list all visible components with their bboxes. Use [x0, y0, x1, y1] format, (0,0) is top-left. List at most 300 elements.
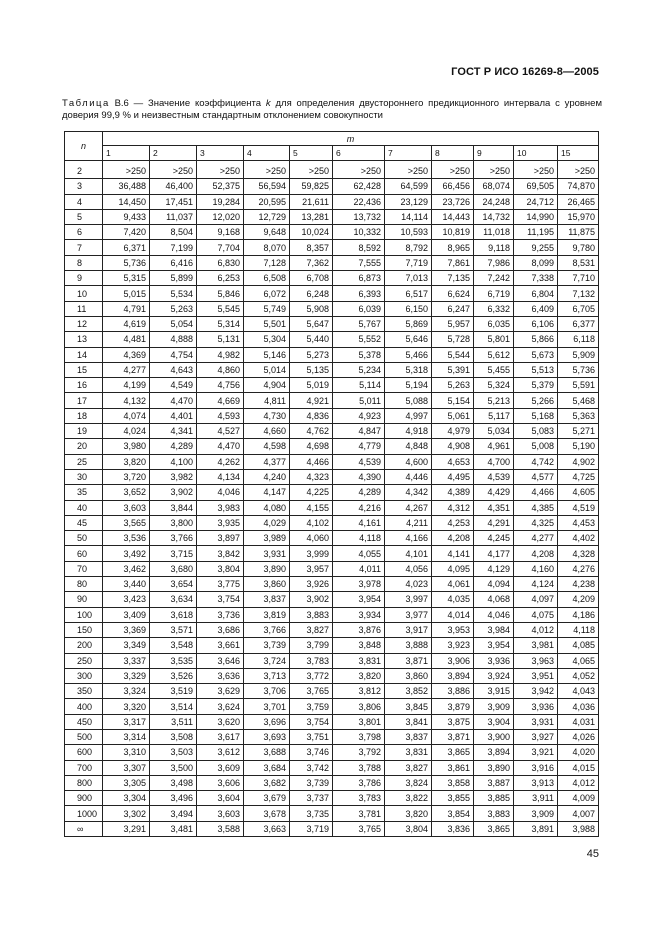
- n-value-cell: 700: [65, 760, 103, 775]
- k-value-cell: 3,494: [150, 806, 197, 821]
- k-value-cell: 3,983: [197, 500, 244, 515]
- k-value-cell: 3,876: [333, 622, 385, 637]
- k-value-cell: 3,788: [333, 760, 385, 775]
- k-value-cell: 3,500: [150, 760, 197, 775]
- k-value-cell: 4,921: [290, 393, 333, 408]
- k-value-cell: 4,029: [244, 515, 290, 530]
- k-value-cell: 4,725: [558, 469, 599, 484]
- k-value-cell: 6,150: [385, 301, 432, 316]
- k-value-cell: 3,754: [290, 714, 333, 729]
- table-row: [65, 607, 599, 622]
- k-value-cell: >250: [385, 161, 432, 179]
- k-value-cell: 5,544: [432, 347, 474, 362]
- k-value-cell: 10,332: [333, 225, 385, 240]
- n-value-cell: 70: [65, 561, 103, 576]
- k-value-cell: 3,302: [103, 806, 150, 821]
- n-value-cell: 35: [65, 485, 103, 500]
- n-value-cell: 60: [65, 546, 103, 561]
- k-value-cell: 4,643: [150, 362, 197, 377]
- k-value-cell: 4,267: [385, 500, 432, 515]
- k-value-cell: 3,526: [150, 668, 197, 683]
- k-value-cell: 7,338: [514, 271, 558, 286]
- k-value-cell: 26,465: [558, 194, 599, 209]
- k-value-cell: 7,362: [290, 255, 333, 270]
- k-value-cell: 3,701: [244, 699, 290, 714]
- k-value-cell: 3,936: [514, 699, 558, 714]
- k-value-cell: 3,812: [333, 684, 385, 699]
- k-value-cell: 4,961: [474, 439, 514, 454]
- k-value-cell: 4,923: [333, 408, 385, 423]
- k-value-cell: 3,801: [333, 714, 385, 729]
- n-value-cell: 40: [65, 500, 103, 515]
- k-value-cell: 6,072: [244, 286, 290, 301]
- table-row: [65, 653, 599, 668]
- k-value-cell: 4,100: [150, 454, 197, 469]
- k-value-cell: 3,865: [432, 745, 474, 760]
- k-value-cell: 3,900: [474, 729, 514, 744]
- k-value-cell: 4,791: [103, 301, 150, 316]
- table-row: [65, 209, 599, 224]
- k-value-cell: 13,732: [333, 209, 385, 224]
- caption-k-symbol: k: [265, 98, 271, 109]
- k-value-cell: 3,786: [333, 775, 385, 790]
- k-value-cell: 3,931: [244, 546, 290, 561]
- k-value-cell: 3,609: [197, 760, 244, 775]
- k-value-cell: 4,351: [474, 500, 514, 515]
- k-value-cell: 4,132: [103, 393, 150, 408]
- k-value-cell: 3,800: [150, 515, 197, 530]
- k-value-cell: 4,323: [290, 469, 333, 484]
- k-value-cell: 3,620: [197, 714, 244, 729]
- n-value-cell: 400: [65, 699, 103, 714]
- k-value-cell: 4,539: [333, 454, 385, 469]
- k-value-cell: 4,007: [558, 806, 599, 821]
- k-value-cell: 3,977: [385, 607, 432, 622]
- k-value-cell: 22,436: [333, 194, 385, 209]
- k-value-cell: 3,854: [432, 806, 474, 821]
- k-value-cell: 3,337: [103, 653, 150, 668]
- k-value-cell: 36,488: [103, 179, 150, 194]
- k-value-cell: 5,801: [474, 332, 514, 347]
- k-value-cell: >250: [244, 161, 290, 179]
- k-value-cell: 4,312: [432, 500, 474, 515]
- k-value-cell: 4,102: [290, 515, 333, 530]
- k-value-cell: 5,135: [290, 362, 333, 377]
- m-column-header: 10: [514, 146, 558, 161]
- k-value-cell: 3,916: [514, 760, 558, 775]
- m-column-header: 2: [150, 146, 197, 161]
- k-value-cell: 7,132: [558, 286, 599, 301]
- k-value-cell: 3,798: [333, 729, 385, 744]
- k-value-cell: 4,065: [558, 653, 599, 668]
- k-value-cell: 4,177: [474, 546, 514, 561]
- k-value-cell: 4,549: [150, 378, 197, 393]
- table-row: [65, 745, 599, 760]
- k-value-cell: 21,611: [290, 194, 333, 209]
- table-row: [65, 286, 599, 301]
- k-value-cell: 4,118: [558, 622, 599, 637]
- m-column-header: 15: [558, 146, 599, 161]
- k-value-cell: 4,026: [558, 729, 599, 744]
- k-value-cell: 3,879: [432, 699, 474, 714]
- table-row: [65, 668, 599, 683]
- k-value-cell: 5,324: [474, 378, 514, 393]
- k-value-cell: 3,636: [197, 668, 244, 683]
- k-value-cell: 3,503: [150, 745, 197, 760]
- table-row: [65, 515, 599, 530]
- k-value-cell: 3,514: [150, 699, 197, 714]
- k-value-cell: 9,648: [244, 225, 290, 240]
- k-value-cell: 3,981: [514, 638, 558, 653]
- k-value-cell: 19,284: [197, 194, 244, 209]
- k-value-cell: 5,728: [432, 332, 474, 347]
- k-value-cell: 5,909: [558, 347, 599, 362]
- k-value-cell: 4,060: [290, 531, 333, 546]
- k-value-cell: 3,751: [290, 729, 333, 744]
- m-columns-row: [65, 146, 599, 161]
- k-value-cell: 4,061: [432, 577, 474, 592]
- document-header: ГОСТ Р ИСО 16269-8—2005: [451, 66, 599, 78]
- k-value-cell: 14,114: [385, 209, 432, 224]
- k-value-cell: 4,389: [432, 485, 474, 500]
- table-row: [65, 332, 599, 347]
- k-value-cell: 3,652: [103, 485, 150, 500]
- k-value-cell: 3,307: [103, 760, 150, 775]
- table-row: [65, 255, 599, 270]
- table-row: [65, 684, 599, 699]
- k-value-cell: 3,989: [244, 531, 290, 546]
- k-value-cell: 3,481: [150, 821, 197, 836]
- k-value-cell: 4,385: [514, 500, 558, 515]
- k-value-cell: 4,238: [558, 577, 599, 592]
- k-value-cell: 3,988: [558, 821, 599, 836]
- k-value-cell: 3,603: [197, 806, 244, 821]
- k-value-cell: 7,135: [432, 271, 474, 286]
- k-value-cell: 3,822: [385, 791, 432, 806]
- k-value-cell: 4,660: [244, 424, 290, 439]
- n-value-cell: 90: [65, 592, 103, 607]
- k-value-cell: 3,746: [290, 745, 333, 760]
- k-value-cell: 5,647: [290, 316, 333, 331]
- k-value-cell: 14,732: [474, 209, 514, 224]
- k-value-cell: 3,799: [290, 638, 333, 653]
- k-value-cell: 4,593: [197, 408, 244, 423]
- k-value-cell: 4,240: [244, 469, 290, 484]
- k-value-cell: 4,277: [103, 362, 150, 377]
- k-value-cell: 4,698: [290, 439, 333, 454]
- k-value-cell: 5,468: [558, 393, 599, 408]
- k-value-cell: 6,035: [474, 316, 514, 331]
- table-row: [65, 638, 599, 653]
- k-value-cell: 3,612: [197, 745, 244, 760]
- k-value-cell: 5,146: [244, 347, 290, 362]
- k-value-cell: 3,936: [474, 653, 514, 668]
- k-value-cell: 3,706: [244, 684, 290, 699]
- k-value-cell: 10,024: [290, 225, 333, 240]
- k-value-cell: 3,836: [432, 821, 474, 836]
- k-value-cell: 4,147: [244, 485, 290, 500]
- n-value-cell: 20: [65, 439, 103, 454]
- n-value-cell: 16: [65, 378, 103, 393]
- k-value-cell: 14,990: [514, 209, 558, 224]
- k-value-cell: 4,470: [150, 393, 197, 408]
- caption-number: В.6: [114, 98, 129, 109]
- k-value-cell: 3,409: [103, 607, 150, 622]
- k-value-cell: 5,168: [514, 408, 558, 423]
- k-value-cell: 6,377: [558, 316, 599, 331]
- n-value-cell: 7: [65, 240, 103, 255]
- n-value-cell: 14: [65, 347, 103, 362]
- k-value-cell: 9,118: [474, 240, 514, 255]
- k-value-cell: 3,682: [244, 775, 290, 790]
- k-value-cell: 4,860: [197, 362, 244, 377]
- table-row: [65, 699, 599, 714]
- k-value-cell: 4,080: [244, 500, 290, 515]
- k-value-cell: 4,277: [514, 531, 558, 546]
- k-value-cell: 4,402: [558, 531, 599, 546]
- k-value-cell: 12,020: [197, 209, 244, 224]
- k-value-cell: 4,669: [197, 393, 244, 408]
- n-value-cell: 100: [65, 607, 103, 622]
- k-value-cell: 3,310: [103, 745, 150, 760]
- k-value-cell: 56,594: [244, 179, 290, 194]
- k-value-cell: 3,305: [103, 775, 150, 790]
- k-value-cell: 3,883: [290, 607, 333, 622]
- k-value-cell: 3,837: [385, 729, 432, 744]
- m-column-header: 6: [333, 146, 385, 161]
- k-value-cell: 4,276: [558, 561, 599, 576]
- k-value-cell: 4,216: [333, 500, 385, 515]
- k-value-cell: 6,416: [150, 255, 197, 270]
- table-row: [65, 821, 599, 836]
- table-row: [65, 546, 599, 561]
- k-value-cell: 3,739: [244, 638, 290, 653]
- k-value-cell: 4,888: [150, 332, 197, 347]
- k-value-cell: 3,963: [514, 653, 558, 668]
- k-value-cell: 4,134: [197, 469, 244, 484]
- n-value-cell: 800: [65, 775, 103, 790]
- k-value-cell: 3,511: [150, 714, 197, 729]
- k-value-cell: 5,011: [333, 393, 385, 408]
- k-value-cell: 4,902: [558, 454, 599, 469]
- n-value-cell: 150: [65, 622, 103, 637]
- table-row: [65, 760, 599, 775]
- k-value-cell: 4,094: [474, 577, 514, 592]
- k-value-cell: 66,456: [432, 179, 474, 194]
- k-value-cell: 4,012: [514, 622, 558, 637]
- k-value-cell: 6,371: [103, 240, 150, 255]
- k-value-cell: 4,598: [244, 439, 290, 454]
- table-row: [65, 161, 599, 179]
- k-value-cell: 24,712: [514, 194, 558, 209]
- k-value-cell: 3,304: [103, 791, 150, 806]
- n-value-cell: 8: [65, 255, 103, 270]
- n-value-cell: 45: [65, 515, 103, 530]
- m-column-header: 3: [197, 146, 244, 161]
- k-value-cell: 3,820: [385, 806, 432, 821]
- k-value-cell: 6,719: [474, 286, 514, 301]
- k-value-cell: 4,429: [474, 485, 514, 500]
- k-value-cell: 8,070: [244, 240, 290, 255]
- k-value-cell: 5,391: [432, 362, 474, 377]
- k-value-cell: 4,056: [385, 561, 432, 576]
- k-value-cell: 8,792: [385, 240, 432, 255]
- k-value-cell: 4,208: [514, 546, 558, 561]
- k-value-cell: 4,015: [558, 760, 599, 775]
- k-value-cell: 4,035: [432, 592, 474, 607]
- k-value-cell: 4,619: [103, 316, 150, 331]
- k-value-cell: 4,036: [558, 699, 599, 714]
- k-value-cell: 4,155: [290, 500, 333, 515]
- k-value-cell: 5,014: [244, 362, 290, 377]
- k-value-cell: 4,600: [385, 454, 432, 469]
- k-value-cell: 10,819: [432, 225, 474, 240]
- k-value-cell: 3,781: [333, 806, 385, 821]
- k-value-cell: 4,199: [103, 378, 150, 393]
- k-value-cell: 3,604: [197, 791, 244, 806]
- k-value-cell: 6,708: [290, 271, 333, 286]
- table-row: [65, 393, 599, 408]
- k-value-cell: 3,927: [514, 729, 558, 744]
- k-value-cell: 3,693: [244, 729, 290, 744]
- k-value-cell: 3,684: [244, 760, 290, 775]
- k-value-cell: 3,886: [432, 684, 474, 699]
- n-value-cell: 500: [65, 729, 103, 744]
- k-value-cell: >250: [558, 161, 599, 179]
- table-row: [65, 225, 599, 240]
- k-value-cell: 3,926: [290, 577, 333, 592]
- k-value-cell: 3,921: [514, 745, 558, 760]
- k-value-cell: 5,054: [150, 316, 197, 331]
- k-value-cell: 3,686: [197, 622, 244, 637]
- m-column-header: 5: [290, 146, 333, 161]
- table-row: [65, 362, 599, 377]
- k-value-cell: 3,324: [103, 684, 150, 699]
- n-value-cell: 450: [65, 714, 103, 729]
- k-value-cell: 3,982: [150, 469, 197, 484]
- k-value-cell: 3,931: [514, 714, 558, 729]
- k-value-cell: 7,420: [103, 225, 150, 240]
- k-value-cell: 3,663: [244, 821, 290, 836]
- k-value-cell: 3,678: [244, 806, 290, 821]
- k-value-cell: 4,341: [150, 424, 197, 439]
- k-value-cell: 3,349: [103, 638, 150, 653]
- k-value-cell: 5,234: [333, 362, 385, 377]
- k-value-cell: 4,325: [514, 515, 558, 530]
- k-value-cell: 9,255: [514, 240, 558, 255]
- k-value-cell: 23,129: [385, 194, 432, 209]
- n-value-cell: 5: [65, 209, 103, 224]
- k-value-cell: 4,074: [103, 408, 150, 423]
- k-value-cell: 3,804: [385, 821, 432, 836]
- k-value-cell: 3,654: [150, 577, 197, 592]
- k-value-cell: 4,762: [290, 424, 333, 439]
- k-value-cell: 4,481: [103, 332, 150, 347]
- n-value-cell: 9: [65, 271, 103, 286]
- k-value-cell: 3,766: [150, 531, 197, 546]
- k-value-cell: 3,845: [385, 699, 432, 714]
- k-value-cell: 3,827: [290, 622, 333, 637]
- k-value-cell: 3,291: [103, 821, 150, 836]
- k-value-cell: 5,866: [514, 332, 558, 347]
- k-value-cell: 3,634: [150, 592, 197, 607]
- k-value-cell: 11,018: [474, 225, 514, 240]
- k-value-cell: 59,825: [290, 179, 333, 194]
- k-value-cell: 5,015: [103, 286, 150, 301]
- k-value-cell: 3,629: [197, 684, 244, 699]
- k-value-cell: 4,129: [474, 561, 514, 576]
- k-value-cell: 5,749: [244, 301, 290, 316]
- m-group-header: m: [103, 132, 599, 146]
- k-value-cell: 7,013: [385, 271, 432, 286]
- m-column-header: 7: [385, 146, 432, 161]
- k-value-cell: 4,756: [197, 378, 244, 393]
- table-row: [65, 439, 599, 454]
- k-value-cell: 4,186: [558, 607, 599, 622]
- n-value-cell: 18: [65, 408, 103, 423]
- k-value-cell: 4,211: [385, 515, 432, 530]
- k-value-cell: >250: [514, 161, 558, 179]
- k-value-cell: 5,379: [514, 378, 558, 393]
- table-row: [65, 408, 599, 423]
- k-value-cell: 3,423: [103, 592, 150, 607]
- k-value-cell: >250: [474, 161, 514, 179]
- k-value-cell: 8,357: [290, 240, 333, 255]
- k-value-cell: 3,831: [385, 745, 432, 760]
- k-value-cell: 3,984: [474, 622, 514, 637]
- k-value-cell: 4,605: [558, 485, 599, 500]
- k-value-cell: 4,539: [474, 469, 514, 484]
- k-value-cell: 3,915: [474, 684, 514, 699]
- k-value-cell: 4,020: [558, 745, 599, 760]
- k-value-cell: 4,390: [333, 469, 385, 484]
- k-value-cell: 3,742: [290, 760, 333, 775]
- k-value-cell: 3,865: [474, 821, 514, 836]
- k-value-cell: 3,735: [290, 806, 333, 821]
- k-value-cell: 4,085: [558, 638, 599, 653]
- table-row: [65, 531, 599, 546]
- k-value-cell: 6,830: [197, 255, 244, 270]
- table-row: [65, 347, 599, 362]
- k-value-cell: 74,870: [558, 179, 599, 194]
- k-value-cell: 4,160: [514, 561, 558, 576]
- k-value-cell: 4,289: [333, 485, 385, 500]
- k-value-cell: 3,759: [290, 699, 333, 714]
- k-value-cell: 5,736: [103, 255, 150, 270]
- k-value-cell: 3,679: [244, 791, 290, 806]
- k-value-cell: 3,317: [103, 714, 150, 729]
- k-value-cell: >250: [290, 161, 333, 179]
- k-value-cell: 3,820: [333, 668, 385, 683]
- k-value-cell: 5,273: [290, 347, 333, 362]
- k-value-cell: 3,848: [333, 638, 385, 653]
- k-value-cell: 4,918: [385, 424, 432, 439]
- k-value-cell: 7,242: [474, 271, 514, 286]
- k-value-cell: 3,783: [333, 791, 385, 806]
- k-value-cell: >250: [432, 161, 474, 179]
- k-value-cell: 4,208: [432, 531, 474, 546]
- k-value-cell: 3,766: [244, 622, 290, 637]
- n-value-cell: 600: [65, 745, 103, 760]
- k-value-cell: 4,068: [474, 592, 514, 607]
- n-value-cell: 1000: [65, 806, 103, 821]
- table-row: [65, 271, 599, 286]
- k-value-cell: 3,883: [474, 806, 514, 821]
- k-value-cell: 6,508: [244, 271, 290, 286]
- k-value-cell: 3,891: [514, 821, 558, 836]
- k-value-cell: 5,673: [514, 347, 558, 362]
- k-value-cell: 5,908: [290, 301, 333, 316]
